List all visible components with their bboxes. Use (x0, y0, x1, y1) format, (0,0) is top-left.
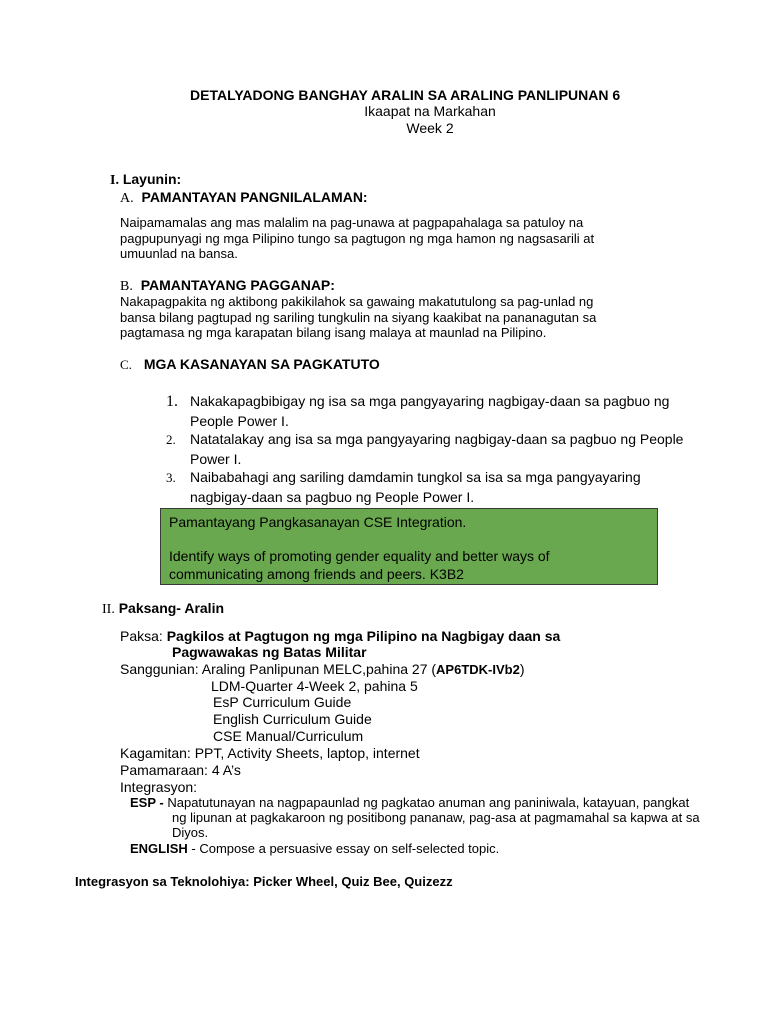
pamamaraan-row: Pamamaraan: 4 A’s (120, 762, 241, 778)
subsection-b-title: PAMANTAYANG PAGGANAP: (140, 277, 335, 293)
competency-text: Nakakapagbibigay ng isa sa mga pangyayaring nagbigay-daan sa pagbuo ng (190, 393, 670, 409)
cse-title: Pamantayang Pangkasanayan CSE Integration. (169, 514, 467, 530)
melc-code: AP6TDK-IVb2 (436, 662, 520, 677)
subsection-c-title: MGA KASANAYAN SA PAGKATUTO (143, 356, 380, 372)
competency-item-3 (166, 468, 726, 506)
cse-integration-box (160, 508, 658, 585)
quarter-subtitle: Ikaapat na Markahan (364, 103, 496, 119)
section-1-roman: I. (110, 173, 119, 188)
paksa-label: Paksa: (120, 628, 163, 644)
sanggunian-close: ) (519, 661, 525, 677)
competency-text: Natatalakay ang isa sa mga pangyayaring nagbigay-daan sa pagbuo ng People (190, 431, 684, 447)
subsection-b-heading (120, 277, 335, 295)
competency-text: People Power I. (190, 412, 289, 429)
technology-integration: Integrasyon sa Teknolohiya: Picker Wheel, Quiz Bee, Quizezz (75, 874, 453, 889)
esp-text-cont: Diyos. (172, 825, 209, 840)
reference-item: LDM-Quarter 4-Week 2, pahina 5 (211, 678, 418, 694)
section-2-label: Paksang- Aralin (118, 600, 225, 616)
content-standard-text (120, 215, 660, 262)
integrasyon-label: Integrasyon: (120, 779, 198, 795)
content-standard-line: pagpupunyagi ng mga Pilipino tungo sa pagtugon ng mga hamon ng nagsasarili at (120, 230, 595, 246)
subsection-c-letter: C. (120, 357, 132, 372)
content-standard-line: Naipamamalas ang mas malalim na pag-unawa at pagpapahalaga sa patuloy na (120, 215, 584, 230)
paksa-title-cont: Pagwawakas ng Batas Militar (172, 644, 367, 660)
document-title: DETALYADONG BANGHAY ARALIN SA ARALING PANLIPUNAN 6 (190, 87, 621, 103)
competency-item-1 (166, 392, 726, 430)
esp-text: Napatutunayan na nagpapaunlad ng pagkatao anuman ang paniniwala, katayuan, pangkat (167, 795, 690, 810)
cse-text-line: Identify ways of promoting gender equality and better ways of (169, 548, 550, 564)
paksa-title: Pagkilos at Pagtugon ng mga Pilipino na Nagbigay daan sa (166, 628, 561, 644)
competency-text: Power I. (190, 450, 242, 467)
subsection-c-heading (120, 356, 380, 373)
esp-text-cont: ng lipunan at pagkakaroon ng positibong pananaw, pag-asa at pagmamahal sa kapwa at sa (172, 810, 700, 825)
performance-standard-line: pagtamasa ng mga karapatan bilang isang malaya at maunlad na Pilipino. (120, 325, 547, 340)
reference-item: CSE Manual/Curriculum (213, 728, 364, 744)
section-1-label: Layunin: (122, 171, 182, 187)
section-2-roman: II. (102, 602, 115, 617)
content-standard-line: umuunlad na bansa. (120, 246, 238, 261)
competency-number: 3. (166, 470, 176, 485)
esp-integration (130, 795, 689, 810)
sanggunian-main: Araling Panlipunan MELC,pahina 27 ( (201, 661, 437, 677)
subsection-a-title: PAMANTAYAN PANGNILALAMAN: (141, 189, 368, 205)
english-text: - Compose a persuasive essay on self-selected topic. (191, 841, 500, 856)
competency-number: 2. (166, 432, 176, 447)
english-label: ENGLISH (130, 841, 188, 856)
performance-standard-line: bansa bilang pagtupad ng sariling tungkulin na siyang kaakibat na pananagutan sa (120, 309, 597, 325)
section-1-heading (110, 171, 181, 189)
section-2-heading (102, 600, 224, 618)
subsection-b-letter: B. (120, 279, 133, 294)
esp-label: ESP - (130, 795, 164, 810)
cse-text-line: communicating among friends and peers. K3B2 (169, 566, 464, 582)
kagamitan-row: Kagamitan: PPT, Activity Sheets, laptop, internet (120, 745, 420, 761)
english-integration (130, 841, 499, 856)
competency-number: 1. (166, 393, 178, 410)
competency-item-2 (166, 430, 726, 468)
reference-item: English Curriculum Guide (213, 711, 372, 727)
subsection-a-letter: A. (120, 191, 134, 206)
sanggunian-label: Sanggunian: (120, 661, 199, 677)
performance-standard-line: Nakapagpakita ng aktibong pakikilahok sa gawaing makatutulong sa pag-unlad ng (120, 294, 594, 309)
sanggunian-row (120, 661, 525, 678)
competency-text: Naibabahagi ang sariling damdamin tungkol sa isa sa mga pangyayaring (190, 469, 641, 485)
performance-standard-text (120, 294, 660, 341)
competency-text: nagbigay-daan sa pagbuo ng People Power I. (190, 488, 475, 505)
week-subtitle: Week 2 (406, 120, 454, 136)
subsection-a-heading (120, 189, 368, 207)
reference-item: EsP Curriculum Guide (213, 694, 352, 710)
paksa-row (120, 628, 560, 644)
